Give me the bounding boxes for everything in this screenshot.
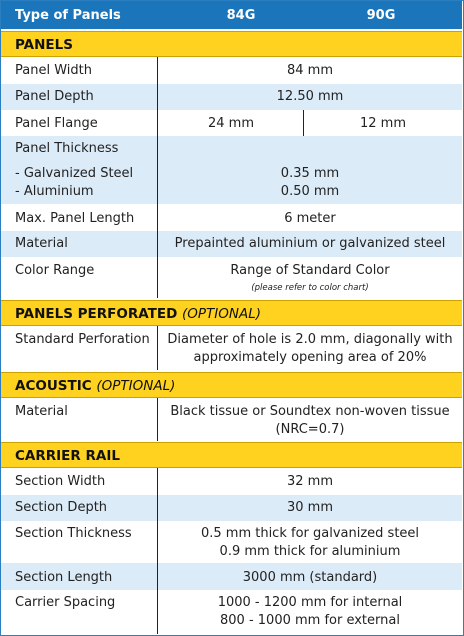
header-90g: 90G [366,8,396,23]
thickness-steel-value: 0.35 mm [280,166,340,181]
row-section-length [1,563,462,590]
perforation-value-line1: Diameter of hole is 2.0 mm, diagonally with [167,332,453,347]
row-color-range [1,257,462,298]
row-section-width [1,468,462,495]
header-84g: 84G [226,8,256,23]
section-carrier-rail [1,442,462,468]
row-panel-depth [1,84,462,110]
panel-width-label: Panel Width [15,63,92,78]
section-length-label: Section Length [15,570,113,585]
section-thickness-label: Section Thickness [15,526,132,541]
row-panel-thickness [1,136,462,204]
perforation-value-line2: approximately opening area of 20% [193,350,427,365]
carrier-spacing-label: Carrier Spacing [15,595,116,610]
acoustic-value-line1: Black tissue or Soundtex non-woven tissue [170,404,450,419]
material-label: Material [15,236,68,251]
column-divider-carrier [157,468,158,634]
section-acoustic [1,372,462,398]
row-acoustic-material [1,398,462,441]
acoustic-material-label: Material [15,404,68,419]
column-divider-perforated [157,326,158,370]
section-depth-label: Section Depth [15,500,108,515]
section-width-label: Section Width [15,474,106,489]
panel-depth-label: Panel Depth [15,89,94,104]
panel-thickness-label: Panel Thickness [15,141,119,156]
perforation-label: Standard Perforation [15,332,150,347]
carrier-spacing-line1: 1000 - 1200 mm for internal [217,595,403,610]
panel-flange-84g: 24 mm [207,116,254,131]
section-carrier-title: CARRIER RAIL [15,448,120,464]
section-perforated-optional: (OPTIONAL) [182,306,262,322]
row-panel-flange [1,110,462,136]
section-panels [1,31,462,57]
acoustic-value-line2: (NRC=0.7) [275,422,345,437]
max-length-label: Max. Panel Length [15,211,135,226]
thickness-alu-value: 0.50 mm [280,184,340,199]
section-acoustic-title: ACOUSTIC [15,378,92,394]
table-header [1,1,462,29]
section-width-value: 32 mm [286,474,333,489]
row-standard-perforation [1,326,462,370]
section-panels-title: PANELS [15,37,73,53]
section-perforated-title: PANELS PERFORATED [15,306,178,322]
column-divider-panels [157,57,158,298]
row-panel-width [1,57,462,84]
material-value: Prepainted aluminium or galvanized steel [174,236,446,251]
panel-depth-value: 12.50 mm [276,89,344,104]
row-carrier-spacing [1,590,462,634]
color-range-label: Color Range [15,263,95,278]
row-section-depth [1,495,462,521]
section-length-value: 3000 mm (standard) [242,570,378,585]
panel-flange-90g: 12 mm [359,116,406,131]
section-thickness-line1: 0.5 mm thick for galvanized steel [200,526,420,541]
panel-flange-label: Panel Flange [15,116,98,131]
section-acoustic-optional: (OPTIONAL) [96,378,176,394]
panel-width-value: 84 mm [286,63,333,78]
row-max-length [1,204,462,231]
color-range-value: Range of Standard Color [230,263,390,278]
section-depth-value: 30 mm [286,500,333,515]
carrier-spacing-line2: 800 - 1000 mm for external [220,613,400,628]
row-section-thickness [1,521,462,563]
section-perforated [1,300,462,326]
row-material [1,231,462,257]
column-divider-acoustic [157,398,158,441]
thickness-steel-label: - Galvanized Steel [15,166,134,181]
color-range-note: (please refer to color chart) [251,283,369,293]
header-type-label: Type of Panels [15,8,121,23]
section-thickness-line2: 0.9 mm thick for aluminium [219,544,401,559]
thickness-alu-label: - Aluminium [15,184,94,199]
max-length-value: 6 meter [284,211,336,226]
